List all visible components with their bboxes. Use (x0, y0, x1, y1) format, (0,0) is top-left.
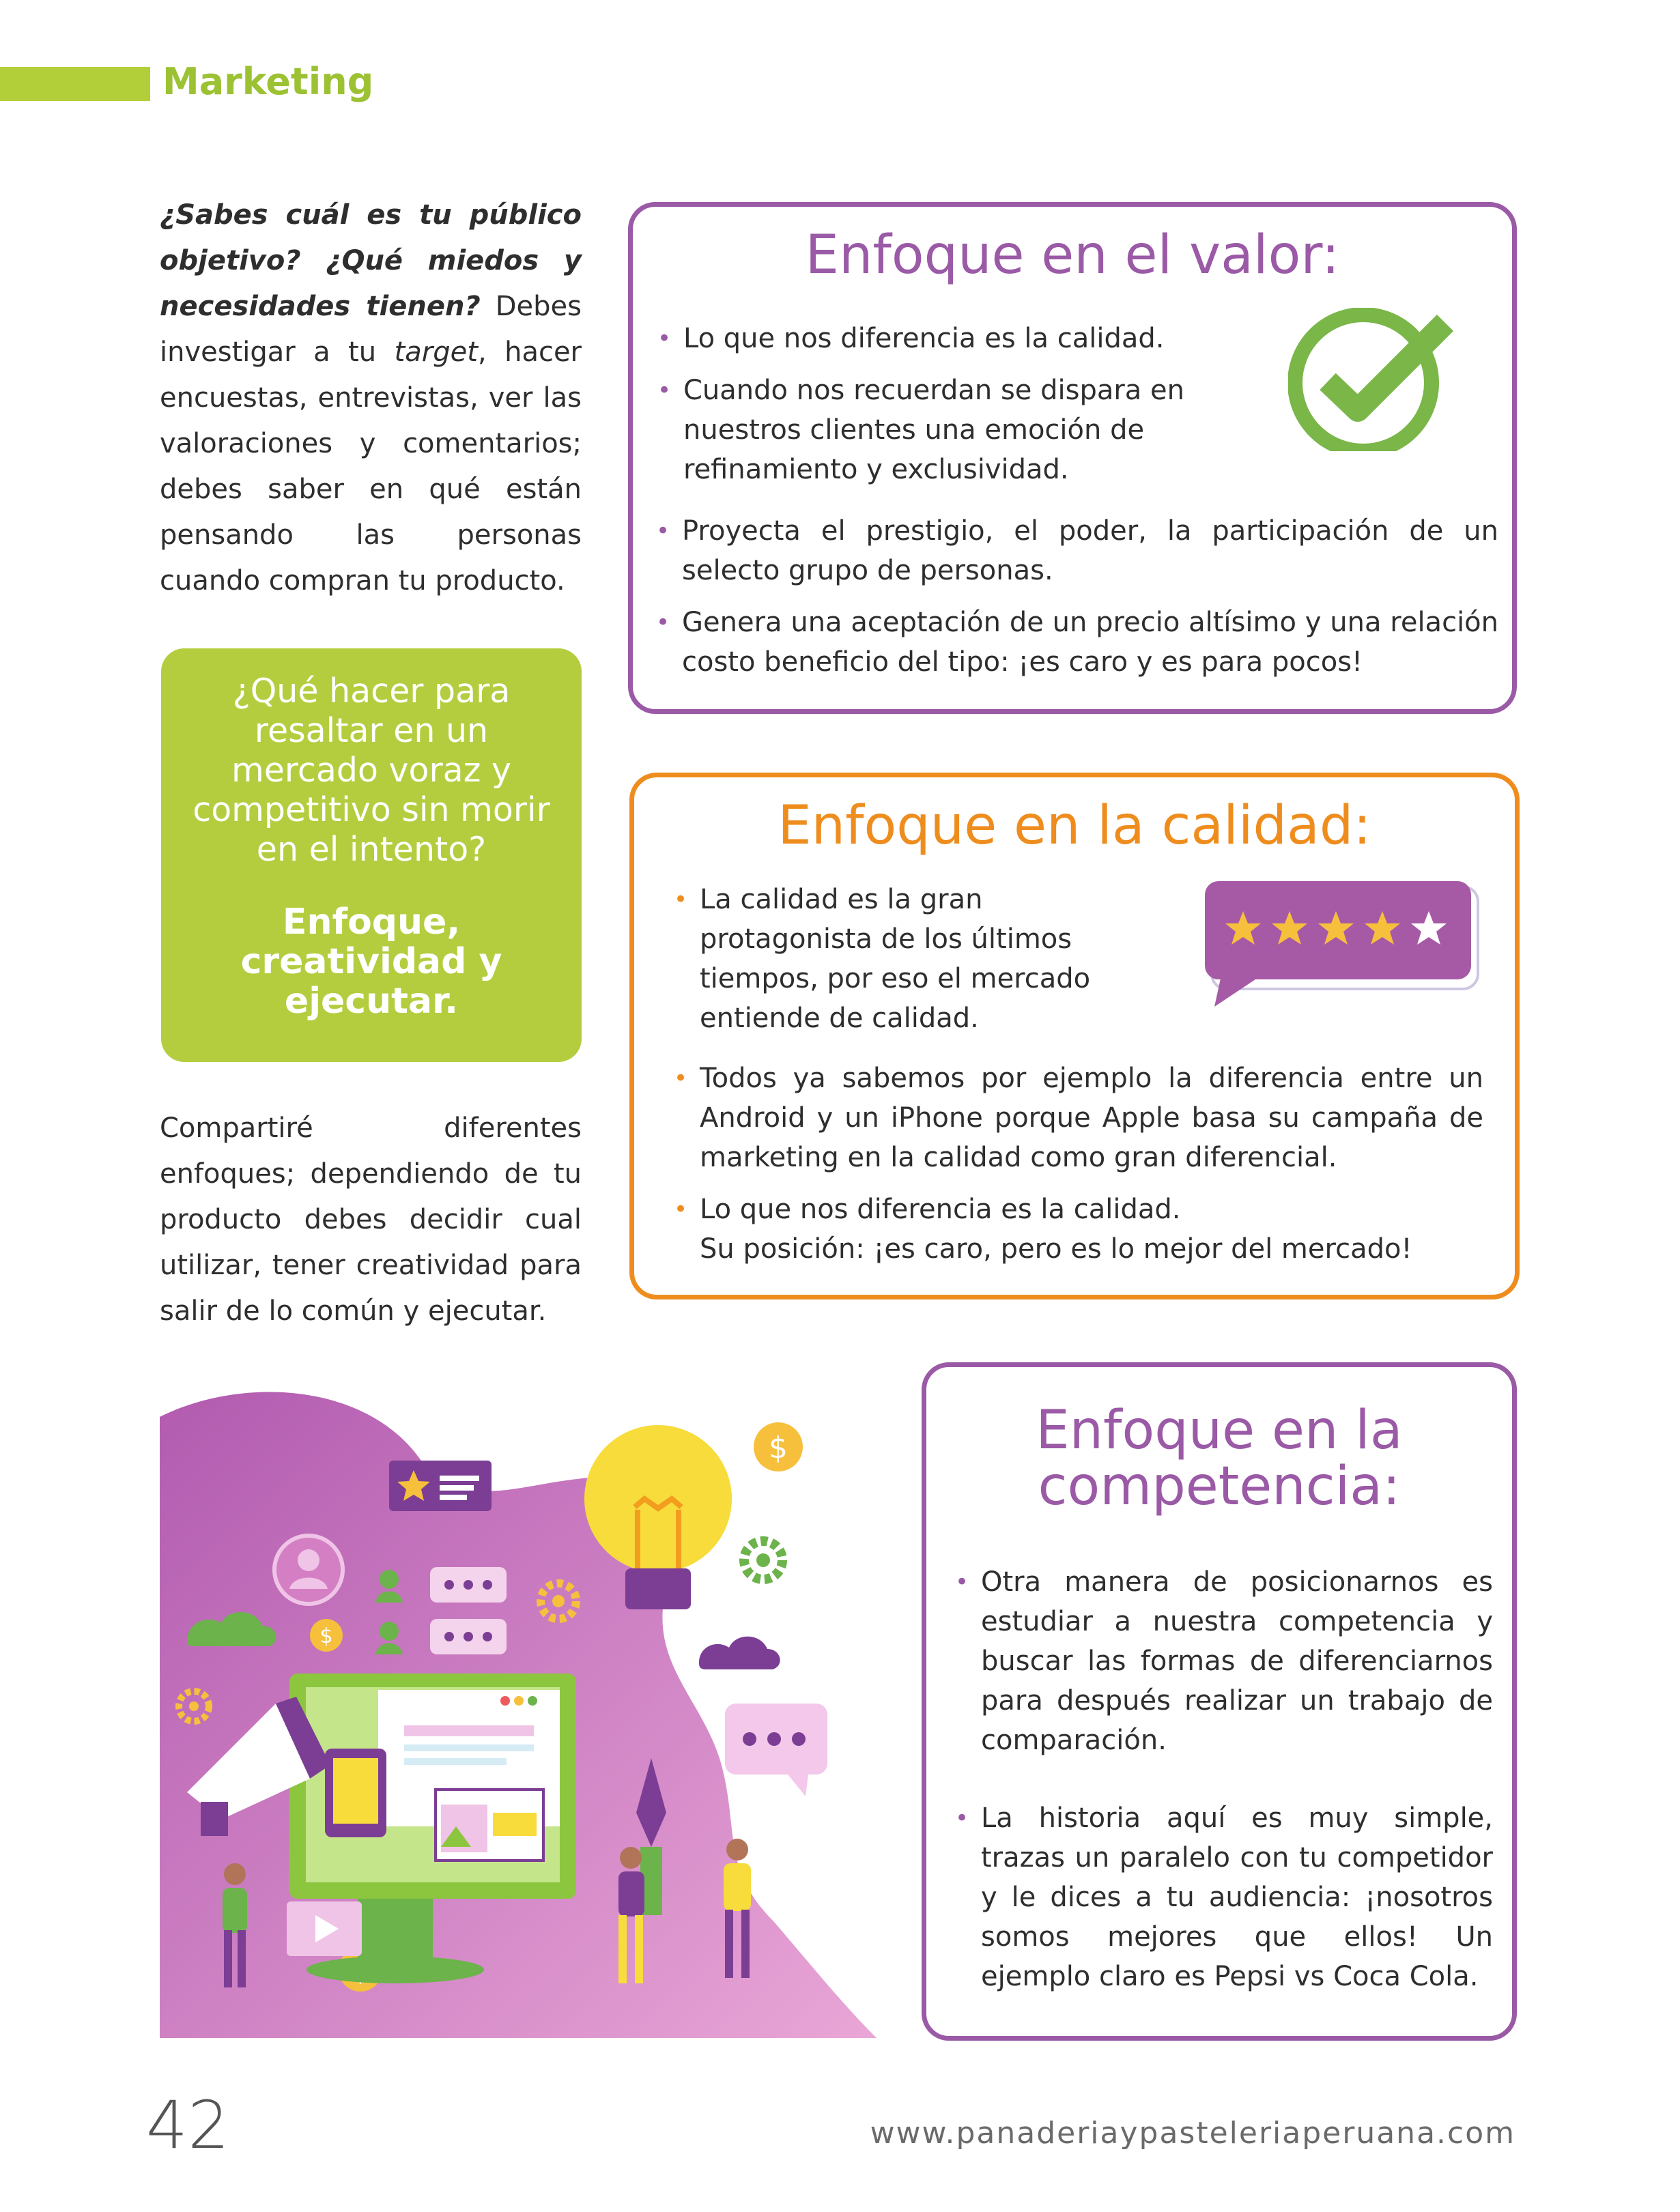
competition-approach-box (922, 1362, 1517, 2041)
competition-title-line2: competencia: (1038, 1456, 1401, 1517)
gear-icon (744, 1541, 782, 1579)
intro-paragraph (160, 192, 582, 604)
list-item: • Genera una aceptación de un precio altísimo y una relación costo beneficio del tipo: ¡es caro y es para pocos! (655, 603, 1498, 682)
list-item: • La historia aquí es muy simple, trazas un paralelo con tu competidor y le dices a tu audiencia: ¡nosotros somos mejores que ellos! Un ejemplo claro es Pepsi vs Coca Cola. (954, 1798, 1493, 1996)
value-list-bottom (655, 511, 1498, 682)
value-approach-box (628, 202, 1517, 714)
callout-question: ¿Qué hacer para resaltar en un mercado voraz y competitivo sin morir en el intento? (193, 672, 550, 869)
user-avatar-icon (274, 1536, 343, 1604)
value-approach-title: Enfoque en el valor: (805, 225, 1340, 286)
quality-approach-box (629, 773, 1520, 1299)
callout-answer: Enfoque, creatividad y ejecutar. (240, 902, 502, 1022)
coin-icon (754, 1422, 803, 1471)
list-item: • La calidad es la gran protagonista de los últimos tiempos, por eso el mercado entiende de calidad. (672, 880, 1137, 1038)
coin-icon (310, 1619, 343, 1652)
competition-title-line1: Enfoque en la (1036, 1400, 1403, 1461)
intro-text-1: Debes investigar a tu (160, 291, 582, 368)
cloud-icon (699, 1637, 780, 1669)
rating-card-icon (389, 1461, 492, 1511)
intro-target-word: target (394, 336, 478, 368)
quality-list-top (672, 880, 1137, 1038)
marketing-illustration (160, 1376, 883, 2045)
quality-approach-title: Enfoque en la calidad: (778, 795, 1371, 857)
callout-box (161, 648, 582, 1062)
section-bar (0, 67, 150, 101)
list-item: • Cuando nos recuerdan se dispara en nuestros clientes una emoción de refinamiento y exclusividad. (656, 371, 1202, 489)
list-item: • Proyecta el prestigio, el poder, la participación de un selecto grupo de personas. (655, 511, 1498, 590)
star-rating-icon (1201, 880, 1487, 1009)
competition-list (954, 1562, 1493, 1996)
intro-text-2: , hacer encuestas, entrevistas, ver las valoraciones y comentarios; debes saber en qué están pensando las personas cuando compran tu producto. (160, 336, 582, 597)
list-item: • Todos ya sabemos por ejemplo la diferencia entre un Android y un iPhone porque Apple basa su campaña de marketing en la calidad como gran diferencial. (672, 1059, 1483, 1177)
intro-question: ¿Sabes cuál es tu público objetivo? ¿Qué miedos y necesidades tienen? (160, 199, 582, 322)
value-list-top (656, 319, 1202, 489)
quality-position: Su posición: ¡es caro, pero es lo mejor del mercado! (700, 1233, 1412, 1265)
share-text: Compartiré diferentes enfoques; dependiendo de tu producto debes decidir cual utilizar, tener creatividad para salir de lo común y ejecutar. (160, 1112, 582, 1327)
footer-url: www.panaderiaypasteleriaperuana.com (870, 2116, 1515, 2151)
quality-list-bottom (672, 1059, 1483, 1269)
page-number: 42 (146, 2087, 230, 2164)
svg-text:$: $ (769, 1431, 788, 1465)
share-paragraph (160, 1106, 582, 1334)
list-item (672, 1190, 1483, 1269)
list-item: • Otra manera de posicionarnos es estudiar a nuestra competencia y buscar las formas de diferenciarnos para después realizar un trabajo de comparación. (954, 1562, 1493, 1760)
competition-approach-title (926, 1400, 1512, 1517)
svg-text:$: $ (319, 1624, 333, 1648)
message-bubble-icon (725, 1704, 827, 1796)
quality-claim: Lo que nos diferencia es la calidad. (700, 1194, 1181, 1225)
section-title: Marketing (162, 60, 374, 103)
video-player-icon (287, 1901, 362, 1956)
list-item: • Lo que nos diferencia es la calidad. (656, 319, 1202, 358)
checkmark-icon (1288, 308, 1466, 451)
